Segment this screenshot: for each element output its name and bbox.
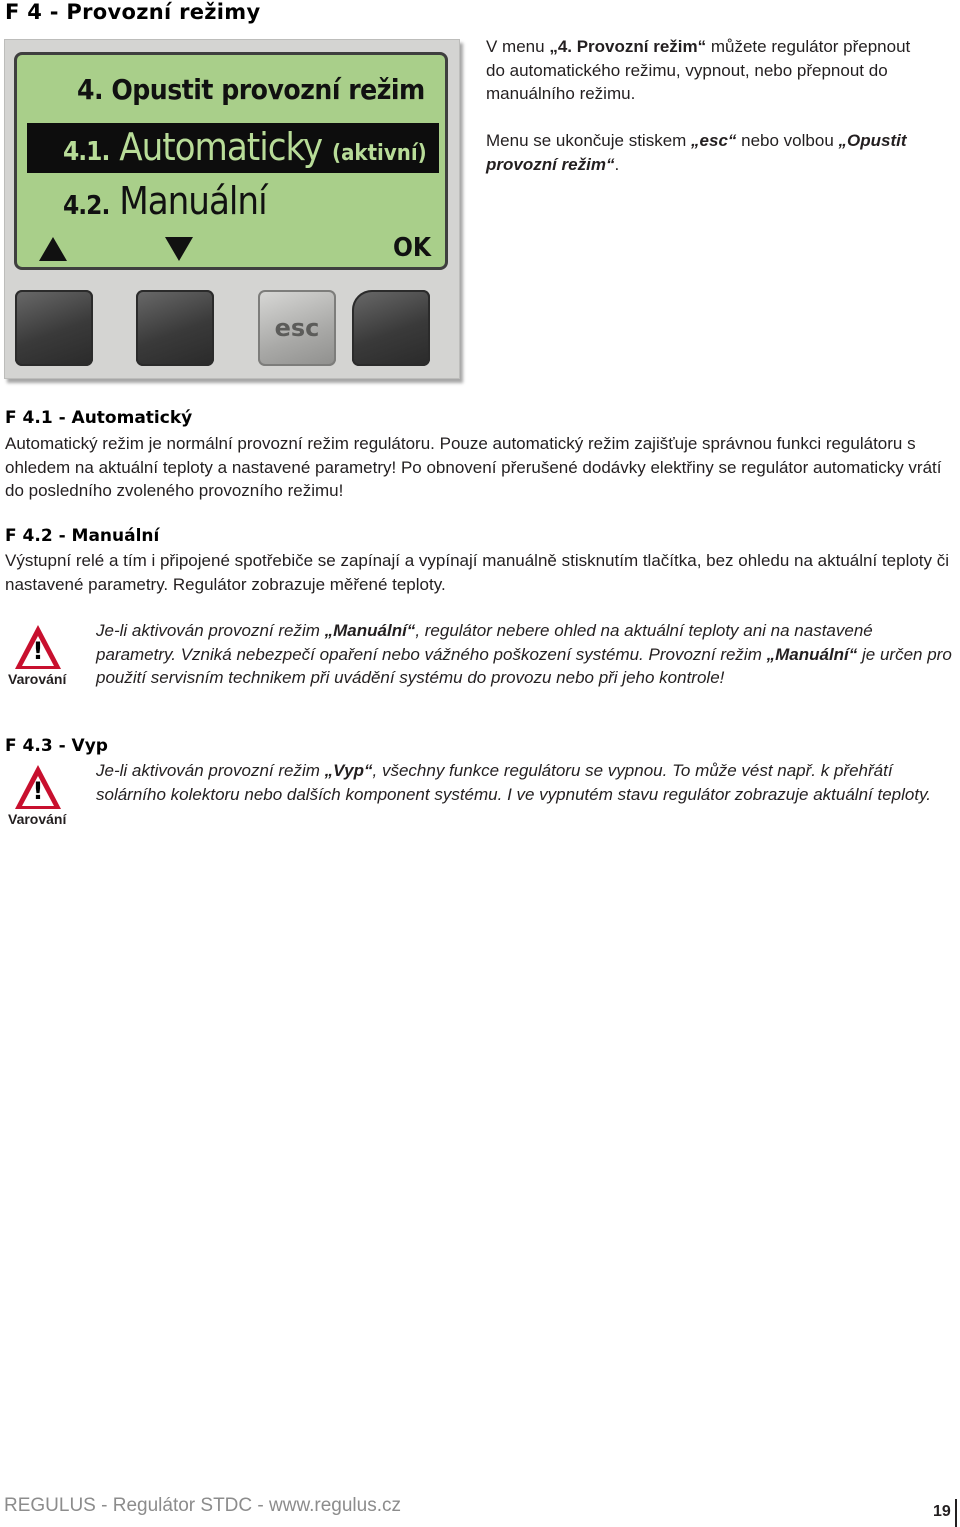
intro-p2-pre: Menu se ukončuje stiskem bbox=[486, 131, 692, 150]
auto-paragraph: Automatický režim je normální provozní režim regulátoru. Pouze automatický režim zajišťuje správnou funkci regulátoru s ohledem na aktuální teploty a nastavené parametry! Po obnovení přerušené dodávky elektřiny se regulátor automaticky vrátí do posledního zvoleného provozního režimu! bbox=[5, 434, 942, 500]
intro-p2-post: . bbox=[614, 154, 620, 174]
manual-warn-b2: „Manuální“ bbox=[766, 644, 858, 664]
off-warn-post: , všechny funkce regulátoru se vypnou. To může vést např. k přehřátí solárního kolektoru nebo dalších komponent systému. I ve vypnutém stavu regulátor zobrazuje aktuální teploty. bbox=[96, 761, 932, 804]
off-warning-label: Varování bbox=[8, 811, 67, 827]
intro-p1-post: můžete regulátor přepnout do automatického režimu, vypnout, nebo přepnout do manuálního režimu. bbox=[486, 37, 911, 103]
manual-warn-mid: , regulátor nebere ohled na aktuální teploty ani na nastavené parametry. Vzniká nebezpečí opaření nebo vážného poškození systému. Provozní režim bbox=[96, 621, 873, 664]
down-key-button[interactable] bbox=[136, 290, 214, 366]
intro-p2-mid: nebo volbou bbox=[736, 131, 839, 150]
controller-figure bbox=[4, 39, 460, 379]
footer-divider bbox=[955, 1499, 957, 1527]
esc-key-button[interactable]: esc bbox=[258, 290, 336, 366]
manual-warn-post: je určen pro použití servisním technikem při uvádění systému do provozu nebo při jeho kontrole! bbox=[96, 644, 952, 687]
intro-p1-pre: V menu bbox=[486, 37, 550, 56]
manual-warn-b1: „Manuální“ bbox=[324, 621, 416, 640]
intro-p2-exit: „Opustit provozní režim“ bbox=[486, 131, 907, 174]
page-number: 19 bbox=[933, 1503, 951, 1520]
off-warn-b1: „Vyp“ bbox=[324, 761, 373, 780]
manual-paragraph: Výstupní relé a tím i připojené spotřebiče se zapínají a vypínají manuálně stisknutím tlačítka, bez ohledu na aktuální teploty či nastavené parametry. Regulátor zobrazuje měřené teploty. bbox=[5, 551, 950, 594]
intro-p1-bold: „4. Provozní režim“ bbox=[549, 37, 707, 56]
intro-p2-esc: „esc“ bbox=[691, 131, 737, 150]
auto-heading: F 4.1 - Automatický bbox=[5, 408, 193, 428]
arrow-up-icon bbox=[39, 237, 67, 261]
arrow-down-icon bbox=[165, 237, 193, 261]
lcd-menu-exit: 4. Opustit provozní režim bbox=[77, 73, 425, 106]
section-title: F 4 - Provozní režimy bbox=[5, 0, 261, 24]
lcd-menu-automatic bbox=[63, 125, 427, 169]
lcd-row3-number: 4.2. bbox=[63, 191, 110, 221]
lcd-row2-number: 4.1. bbox=[63, 137, 110, 167]
manual-warning-label: Varování bbox=[8, 671, 67, 687]
off-warn-pre: Je-li aktivován provozní režim bbox=[96, 761, 325, 780]
off-warning-text bbox=[96, 759, 936, 806]
lcd-display bbox=[14, 52, 448, 270]
lcd-row3-text: Manuální bbox=[119, 179, 267, 223]
lcd-ok-label: OK bbox=[392, 233, 431, 263]
lcd-menu-manual bbox=[63, 179, 267, 223]
intro-paragraph-2 bbox=[486, 129, 926, 176]
ok-key-button[interactable] bbox=[352, 290, 430, 366]
manual-warn-pre: Je-li aktivován provozní režim bbox=[96, 621, 325, 640]
lcd-row2-tag: (aktivní) bbox=[332, 141, 427, 166]
intro-paragraph-1 bbox=[486, 35, 926, 106]
up-key-button[interactable] bbox=[15, 290, 93, 366]
manual-warning-text bbox=[96, 619, 956, 690]
manual-heading: F 4.2 - Manuální bbox=[5, 526, 160, 546]
lcd-row2-text: Automaticky bbox=[119, 125, 323, 169]
footer-text: REGULUS - Regulátor STDC - www.regulus.cz bbox=[4, 1495, 401, 1516]
off-heading: F 4.3 - Vyp bbox=[5, 736, 108, 756]
